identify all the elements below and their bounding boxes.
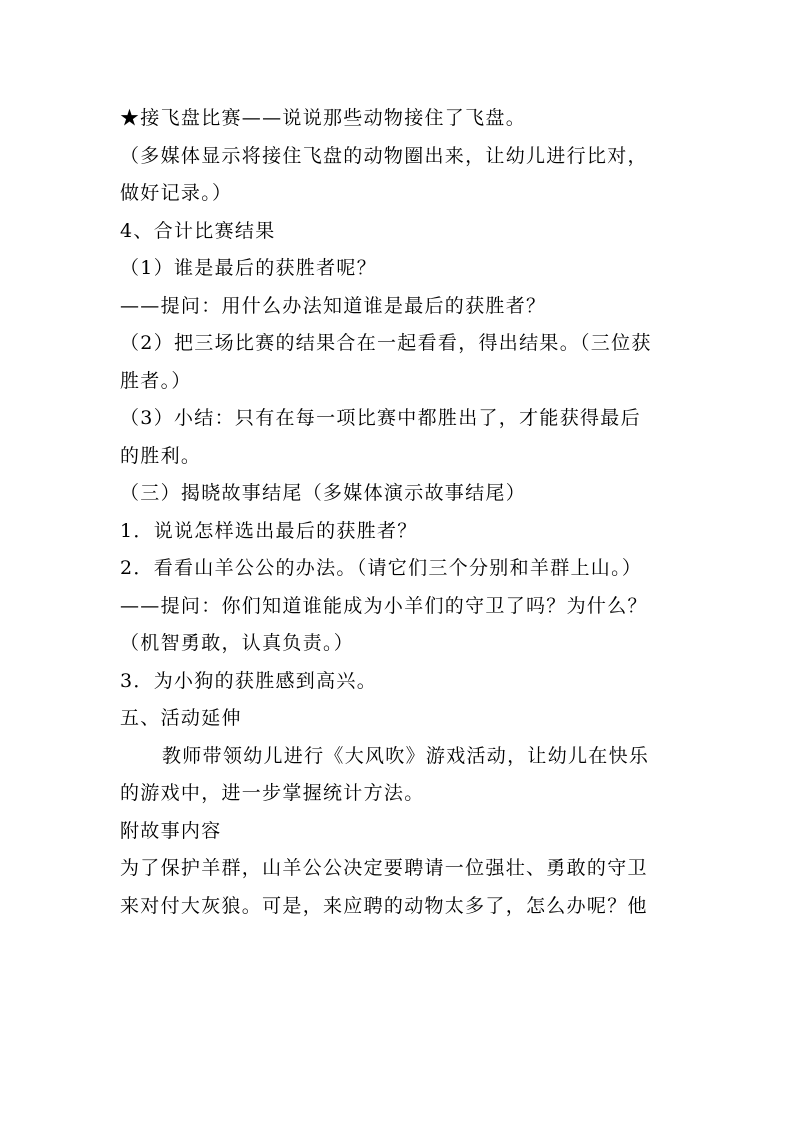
- text-line: 教师带领幼儿进行《大风吹》游戏活动，让幼儿在快乐: [162, 744, 650, 767]
- text-line: 2．看看山羊公公的办法。（请它们三个分别和羊群上山。）: [120, 557, 643, 579]
- text-line: （机智勇敢，认真负责。）: [120, 632, 355, 654]
- text-line: 的游戏中，进一步掌握统计方法。: [120, 782, 425, 804]
- section-heading: （三）揭晓故事结尾（多媒体演示故事结尾）: [120, 482, 527, 504]
- document-body: [120, 100, 680, 925]
- text-line: ★接飞盘比赛——说说那些动物接住了飞盘。: [120, 107, 527, 129]
- text-line: 的胜利。: [120, 444, 202, 467]
- text-line: （1）谁是最后的获胜者呢？: [120, 257, 377, 279]
- text-line: 做好记录。）: [120, 182, 233, 204]
- text-line: ——提问：你们知道谁能成为小羊们的守卫了吗？为什么？: [120, 594, 648, 617]
- section-heading: 4、合计比赛结果: [120, 219, 276, 242]
- section-heading: 附故事内容: [120, 819, 222, 842]
- text-line: （3）小结：只有在每一项比赛中都胜出了，才能获得最后: [120, 407, 641, 429]
- text-line: ——提问：用什么办法知道谁是最后的获胜者？: [120, 294, 547, 317]
- text-line: （多媒体显示将接住飞盘的动物圈出来，让幼儿进行比对，: [120, 144, 648, 167]
- section-heading: 五、活动延伸: [120, 707, 242, 729]
- text-line: 1．说说怎样选出最后的获胜者？: [120, 519, 418, 542]
- text-line: 来对付大灰狼。可是，来应聘的动物太多了，怎么办呢？他: [120, 894, 648, 917]
- text-line: 3．为小狗的获胜感到高兴。: [120, 669, 377, 692]
- text-line: 为了保护羊群，山羊公公决定要聘请一位强壮、勇敢的守卫: [120, 857, 648, 879]
- text-line: （2）把三场比赛的结果合在一起看看，得出结果。（三位获: [120, 332, 652, 354]
- text-line: 胜者。）: [120, 369, 192, 392]
